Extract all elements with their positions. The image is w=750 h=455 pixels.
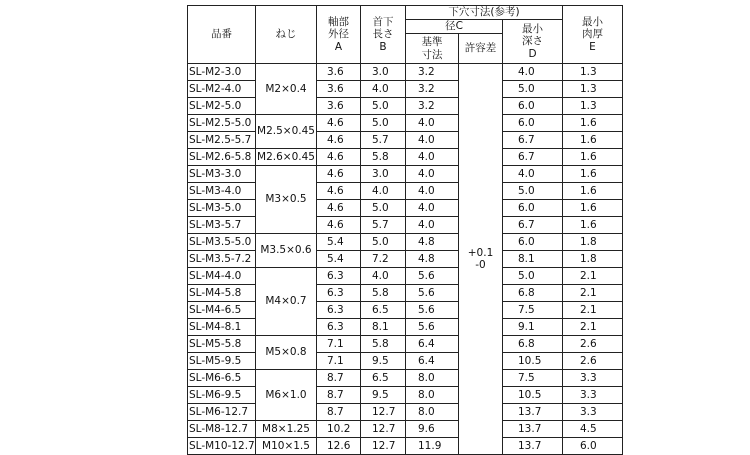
min-depth-cell: 6.7 [503, 132, 563, 149]
neck-length-cell: 5.0 [361, 115, 406, 132]
neck-length-cell: 7.2 [361, 251, 406, 268]
table-row [188, 98, 623, 115]
min-depth-cell: 6.7 [503, 217, 563, 234]
header-neck-line-2: 長さ [372, 28, 394, 41]
standard-size-cell: 3.2 [406, 81, 459, 98]
shaft-diameter-cell: 4.6 [317, 115, 361, 132]
standard-size-cell: 4.0 [406, 217, 459, 234]
standard-size-cell: 4.0 [406, 166, 459, 183]
min-wall-cell: 1.3 [563, 81, 623, 98]
neck-length-cell: 6.5 [361, 370, 406, 387]
standard-size-cell: 5.6 [406, 268, 459, 285]
table-row [188, 353, 623, 370]
min-wall-cell: 2.6 [563, 353, 623, 370]
shaft-diameter-cell: 4.6 [317, 149, 361, 166]
standard-size-cell: 6.4 [406, 353, 459, 370]
part-number-cell: SL-M5-9.5 [188, 353, 256, 370]
header-shaft-diameter [317, 6, 361, 64]
min-wall-cell: 1.8 [563, 234, 623, 251]
min-depth-cell: 13.7 [503, 438, 563, 455]
neck-length-cell: 9.5 [361, 387, 406, 404]
neck-length-cell: 3.0 [361, 64, 406, 81]
table-row [188, 64, 623, 81]
min-depth-cell: 6.8 [503, 285, 563, 302]
header-depth-line-1: 最小 [522, 23, 543, 36]
part-number-cell: SL-M6-6.5 [188, 370, 256, 387]
table-body [188, 64, 623, 455]
shaft-diameter-cell: 6.3 [317, 319, 361, 336]
table-row [188, 370, 623, 387]
min-wall-cell: 2.1 [563, 268, 623, 285]
header-neck-line-1: 首下 [372, 16, 394, 29]
header-shaft-line-2: 外径 [328, 28, 349, 41]
table-row [188, 336, 623, 353]
header-pilot-hole: 下穴寸法(参考) [406, 6, 563, 20]
min-depth-cell: 9.1 [503, 319, 563, 336]
part-number-cell: SL-M3.5-7.2 [188, 251, 256, 268]
header-depth-line-3: D [528, 47, 537, 60]
table-row [188, 183, 623, 200]
min-depth-cell: 5.0 [503, 268, 563, 285]
screw-size-cell: M6×1.0 [256, 370, 317, 421]
part-number-cell: SL-M3.5-5.0 [188, 234, 256, 251]
standard-size-cell: 8.0 [406, 404, 459, 421]
part-number-cell: SL-M2-5.0 [188, 98, 256, 115]
neck-length-cell: 12.7 [361, 404, 406, 421]
part-number-cell: SL-M2.6-5.8 [188, 149, 256, 166]
table-row [188, 387, 623, 404]
neck-length-cell: 5.8 [361, 285, 406, 302]
shaft-diameter-cell: 6.3 [317, 302, 361, 319]
min-wall-cell: 1.3 [563, 64, 623, 81]
header-standard-line-2: 寸法 [421, 48, 443, 61]
part-number-cell: SL-M10-12.7 [188, 438, 256, 455]
part-number-cell: SL-M2.5-5.0 [188, 115, 256, 132]
min-wall-cell: 3.3 [563, 387, 623, 404]
neck-length-cell: 5.7 [361, 217, 406, 234]
min-wall-cell: 2.1 [563, 302, 623, 319]
spec-table [187, 5, 623, 455]
header-standard-line-1: 基準 [421, 36, 443, 49]
table-row [188, 285, 623, 302]
min-wall-cell: 2.6 [563, 336, 623, 353]
min-depth-cell: 4.0 [503, 64, 563, 81]
min-depth-cell: 6.0 [503, 115, 563, 132]
shaft-diameter-cell: 4.6 [317, 166, 361, 183]
standard-size-cell: 4.0 [406, 200, 459, 217]
neck-length-cell: 4.0 [361, 81, 406, 98]
table-row [188, 319, 623, 336]
neck-length-cell: 6.5 [361, 302, 406, 319]
tolerance-cell [459, 64, 503, 455]
shaft-diameter-cell: 4.6 [317, 132, 361, 149]
header-wall-line-1: 最小 [582, 16, 603, 29]
part-number-cell: SL-M4-8.1 [188, 319, 256, 336]
neck-length-cell: 9.5 [361, 353, 406, 370]
header-tolerance: 許容差 [459, 34, 503, 64]
shaft-diameter-cell: 7.1 [317, 353, 361, 370]
screw-size-cell: M5×0.8 [256, 336, 317, 370]
table-row [188, 438, 623, 455]
min-depth-cell: 7.5 [503, 370, 563, 387]
standard-size-cell: 4.8 [406, 234, 459, 251]
standard-size-cell: 4.8 [406, 251, 459, 268]
shaft-diameter-cell: 8.7 [317, 370, 361, 387]
shaft-diameter-cell: 5.4 [317, 251, 361, 268]
neck-length-cell: 5.8 [361, 336, 406, 353]
min-depth-cell: 6.0 [503, 98, 563, 115]
standard-size-cell: 5.6 [406, 285, 459, 302]
table-row [188, 251, 623, 268]
header-shaft-line-1: 軸部 [328, 16, 349, 29]
table-row [188, 217, 623, 234]
min-wall-cell: 1.6 [563, 183, 623, 200]
min-wall-cell: 1.8 [563, 251, 623, 268]
header-wall-line-3: E [589, 40, 596, 53]
min-wall-cell: 2.1 [563, 319, 623, 336]
min-depth-cell: 10.5 [503, 387, 563, 404]
header-standard-size [406, 34, 459, 64]
min-depth-cell: 6.8 [503, 336, 563, 353]
screw-size-cell: M10×1.5 [256, 438, 317, 455]
shaft-diameter-cell: 5.4 [317, 234, 361, 251]
standard-size-cell: 5.6 [406, 302, 459, 319]
min-wall-cell: 1.6 [563, 166, 623, 183]
min-wall-cell: 1.6 [563, 217, 623, 234]
table-row [188, 302, 623, 319]
min-depth-cell: 8.1 [503, 251, 563, 268]
neck-length-cell: 4.0 [361, 183, 406, 200]
part-number-cell: SL-M4-5.8 [188, 285, 256, 302]
table-row [188, 234, 623, 251]
header-wall-line-2: 肉厚 [582, 28, 603, 41]
min-wall-cell: 1.6 [563, 115, 623, 132]
neck-length-cell: 5.0 [361, 200, 406, 217]
min-depth-cell: 13.7 [503, 404, 563, 421]
standard-size-cell: 4.0 [406, 115, 459, 132]
table-row [188, 200, 623, 217]
shaft-diameter-cell: 6.3 [317, 268, 361, 285]
neck-length-cell: 12.7 [361, 421, 406, 438]
shaft-diameter-cell: 8.7 [317, 387, 361, 404]
min-depth-cell: 6.0 [503, 234, 563, 251]
table-row [188, 404, 623, 421]
part-number-cell: SL-M8-12.7 [188, 421, 256, 438]
part-number-cell: SL-M3-4.0 [188, 183, 256, 200]
shaft-diameter-cell: 6.3 [317, 285, 361, 302]
header-depth-line-2: 深さ [522, 35, 543, 48]
table-row [188, 268, 623, 285]
table-row [188, 81, 623, 98]
neck-length-cell: 4.0 [361, 268, 406, 285]
screw-size-cell: M2×0.4 [256, 64, 317, 115]
min-depth-cell: 5.0 [503, 183, 563, 200]
header-screw: ねじ [256, 6, 317, 64]
standard-size-cell: 11.9 [406, 438, 459, 455]
part-number-cell: SL-M2.5-5.7 [188, 132, 256, 149]
standard-size-cell: 5.6 [406, 319, 459, 336]
table-row [188, 149, 623, 166]
table-row [188, 132, 623, 149]
part-number-cell: SL-M4-6.5 [188, 302, 256, 319]
min-wall-cell: 1.6 [563, 132, 623, 149]
neck-length-cell: 3.0 [361, 166, 406, 183]
min-wall-cell: 2.1 [563, 285, 623, 302]
min-depth-cell: 10.5 [503, 353, 563, 370]
screw-size-cell: M3×0.5 [256, 166, 317, 234]
part-number-cell: SL-M3-3.0 [188, 166, 256, 183]
standard-size-cell: 4.0 [406, 149, 459, 166]
neck-length-cell: 12.7 [361, 438, 406, 455]
standard-size-cell: 4.0 [406, 183, 459, 200]
part-number-cell: SL-M3-5.0 [188, 200, 256, 217]
screw-size-cell: M3.5×0.6 [256, 234, 317, 268]
shaft-diameter-cell: 3.6 [317, 98, 361, 115]
part-number-cell: SL-M4-4.0 [188, 268, 256, 285]
min-wall-cell: 3.3 [563, 370, 623, 387]
min-depth-cell: 13.7 [503, 421, 563, 438]
min-wall-cell: 3.3 [563, 404, 623, 421]
min-wall-cell: 6.0 [563, 438, 623, 455]
standard-size-cell: 4.0 [406, 132, 459, 149]
screw-size-cell: M4×0.7 [256, 268, 317, 336]
shaft-diameter-cell: 4.6 [317, 217, 361, 234]
min-depth-cell: 6.0 [503, 200, 563, 217]
header-shaft-line-3: A [334, 40, 343, 53]
part-number-cell: SL-M6-12.7 [188, 404, 256, 421]
min-depth-cell: 6.7 [503, 149, 563, 166]
shaft-diameter-cell: 7.1 [317, 336, 361, 353]
min-wall-cell: 1.6 [563, 200, 623, 217]
min-depth-cell: 7.5 [503, 302, 563, 319]
screw-size-cell: M2.5×0.45 [256, 115, 317, 149]
header-diameter-c: 径C [406, 20, 503, 34]
min-wall-cell: 4.5 [563, 421, 623, 438]
header-neck-length [361, 6, 406, 64]
table-row [188, 166, 623, 183]
table-row [188, 421, 623, 438]
tolerance-plus: +0.1 [467, 246, 494, 259]
shaft-diameter-cell: 3.6 [317, 81, 361, 98]
min-wall-cell: 1.3 [563, 98, 623, 115]
tolerance-minus: -0 [475, 259, 486, 271]
header-min-wall [563, 6, 623, 64]
standard-size-cell: 8.0 [406, 387, 459, 404]
table-row [188, 115, 623, 132]
min-depth-cell: 4.0 [503, 166, 563, 183]
neck-length-cell: 5.0 [361, 98, 406, 115]
neck-length-cell: 8.1 [361, 319, 406, 336]
shaft-diameter-cell: 8.7 [317, 404, 361, 421]
header-neck-line-3: B [379, 40, 387, 53]
table-header [188, 6, 623, 64]
standard-size-cell: 9.6 [406, 421, 459, 438]
standard-size-cell: 3.2 [406, 64, 459, 81]
part-number-cell: SL-M3-5.7 [188, 217, 256, 234]
shaft-diameter-cell: 4.6 [317, 200, 361, 217]
shaft-diameter-cell: 4.6 [317, 183, 361, 200]
standard-size-cell: 6.4 [406, 336, 459, 353]
neck-length-cell: 5.0 [361, 234, 406, 251]
screw-size-cell: M8×1.25 [256, 421, 317, 438]
shaft-diameter-cell: 12.6 [317, 438, 361, 455]
header-min-depth [503, 20, 563, 64]
min-wall-cell: 1.6 [563, 149, 623, 166]
part-number-cell: SL-M5-5.8 [188, 336, 256, 353]
part-number-cell: SL-M2-3.0 [188, 64, 256, 81]
standard-size-cell: 8.0 [406, 370, 459, 387]
standard-size-cell: 3.2 [406, 98, 459, 115]
spec-table-container [187, 5, 623, 455]
neck-length-cell: 5.8 [361, 149, 406, 166]
screw-size-cell: M2.6×0.45 [256, 149, 317, 166]
shaft-diameter-cell: 10.2 [317, 421, 361, 438]
part-number-cell: SL-M2-4.0 [188, 81, 256, 98]
header-part-number: 品番 [188, 6, 256, 64]
part-number-cell: SL-M6-9.5 [188, 387, 256, 404]
neck-length-cell: 5.7 [361, 132, 406, 149]
shaft-diameter-cell: 3.6 [317, 64, 361, 81]
min-depth-cell: 5.0 [503, 81, 563, 98]
